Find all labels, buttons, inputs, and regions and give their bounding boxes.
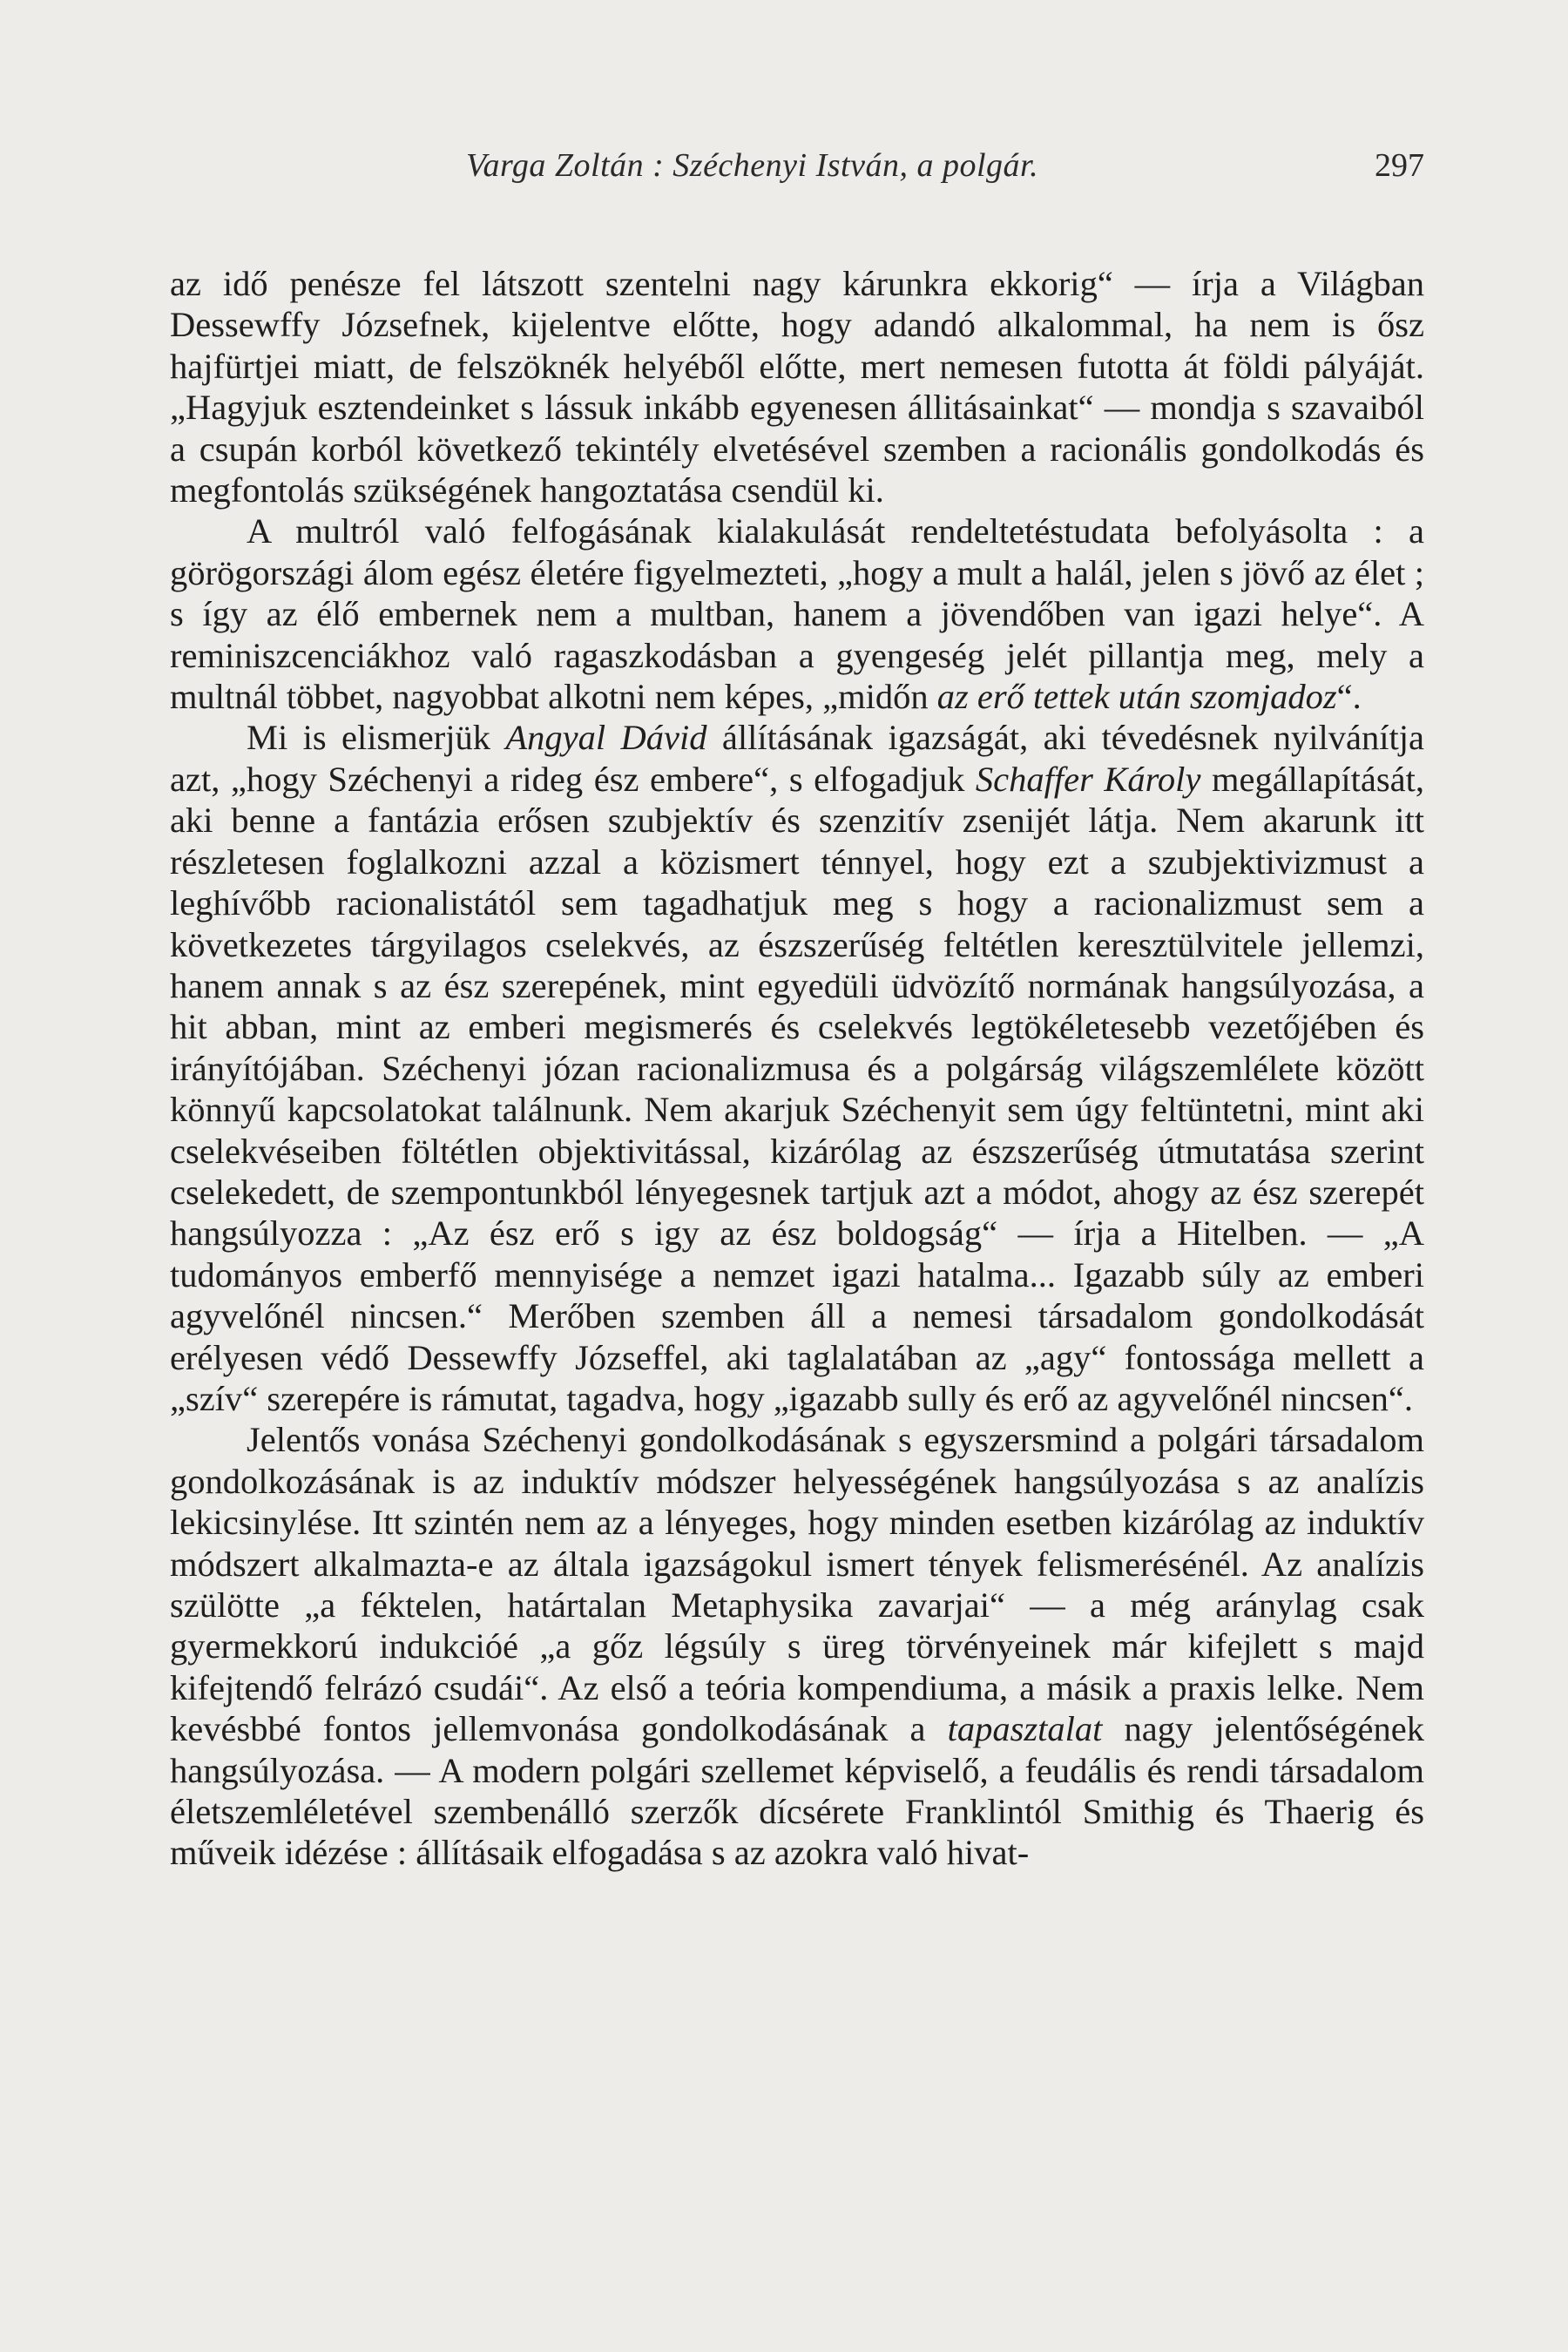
author-name-angyal: Angyal Dávid <box>505 718 707 758</box>
body-text <box>170 263 1424 1874</box>
emphasis-tapasztalat: tapasztalat <box>947 1709 1103 1749</box>
running-title: Varga Zoltán : Széchenyi István, a polgár. <box>466 147 1039 184</box>
paragraph-4: Jelentős vonása Széchenyi gondolkodásának s egyszersmind a polgári társadalom gondolkozásának is az induktív módszer helyességének hangsúlyozása s az analízis lekicsinylése. Itt szintén nem az a lényeges, hogy minden esetben kizárólag az induktív módszert alkalmazta-e az általa igazságokul ismert tények felismerésénél. Az analízis szülötte „a féktelen, határtalan Metaphysika zavarjai“ — a még aránylag csak gyermekkorú indukcióé „a gőz légsúly s üreg törvényeinek már kifejlett s majd kifejtendő felrázó csudái“. Az első a teória kompendiuma, a másik a praxis lelke. Nem kevésbbé fontos jellemvonása gondolkodásának a tapasztalat nagy jelentőségének hangsúlyozása. — A modern polgári szellemet képviselő, a feudális és rendi társadalom életszemléletével szembenálló szerzők dícsérete Franklintól Smithig és Thaerig és műveik idézése : állításaik elfogadása s az azokra való hivat- <box>170 1420 1424 1873</box>
page-number: 297 <box>1375 147 1424 184</box>
paragraph-2: A multról való felfogásának kialakulását rendeltetéstudata befolyásolta : a görögországi álom egész életére figyelmezteti, „hogy a mult a halál, jelen s jövő az élet ; s így az élő embernek nem a multban, hanem a jövendőben van igazi helye“. A reminiszcenciákhoz való ragaszkodásban a gyengeség jelét pillantja meg, mely a multnál többet, nagyobbat alkotni nem képes, „midőn az erő tettek után szomjadoz“. <box>170 511 1424 717</box>
paragraph-3: Mi is elismerjük Angyal Dávid állításának igazságát, aki tévedésnek nyilvánítja azt, „hogy Széchenyi a rideg ész embere“, s elfogadjuk Schaffer Károly megállapítását, aki benne a fantázia erősen szubjektív és szenzitív zsenijét látja. Nem akarunk itt részletesen foglalkozni azzal a közismert ténnyel, hogy ezt a szubjektivizmust a leghívőbb racionalistától sem tagadhatjuk meg s hogy a racionalizmust sem a következetes tárgyilagos cselekvés, az észszerűség feltétlen keresztülvitele jellemzi, hanem annak s az ész szerepének, mint egyedüli üdvözítő normának hangsúlyozása, a hit abban, mint az emberi megismerés és cselekvés legtökéletesebb vezetőjében és irányítójában. Széchenyi józan racionalizmusa és a polgárság világszemlélete között könnyű kapcsolatokat találnunk. Nem akarjuk Széchenyit sem úgy feltüntetni, mint aki cselekvéseiben föltétlen objektivitással, kizárólag az észszerűség útmutatása szerint cselekedett, de szempontunkból lényegesnek tartjuk azt a módot, ahogy az ész szerepét hangsúlyozza : „Az ész erő s igy az ész boldogság“ — írja a Hitelben. — „A tudományos emberfő mennyisége a nemzet igazi hatalma... Igazabb súly az emberi agyvelőnél nincsen.“ Merőben szemben áll a nemesi társadalom gondolkodását erélyesen védő Dessewffy Józseffel, aki taglalatában az „agy“ fontossága mellett a „szív“ szerepére is rámutat, tagadva, hogy „igazabb sully és erő az agyvelőnél nincsen“. <box>170 718 1425 1418</box>
paragraph-1: az idő penésze fel látszott szentelni nagy kárunkra ekkorig“ — írja a Világban Dessewffy Józsefnek, kijelentve előtte, hogy adandó alkalommal, ha nem is ősz hajfürtjei miatt, de felszöknék helyéből előtte, mert nemesen futotta át földi pályáját. „Hagyjuk esztendeinket s lássuk inkább egyenesen állitásainkat“ — mondja s szavaiból a csupán korból következő tekintély elvetésével szemben a racionális gondolkodás és megfontolás szükségének hangoztatása csendül ki. <box>170 264 1424 510</box>
emphasis-quote: az erő tettek után szomjadoz <box>936 677 1337 717</box>
running-header <box>170 146 1424 190</box>
author-name-schaffer: Schaffer Károly <box>975 759 1201 799</box>
